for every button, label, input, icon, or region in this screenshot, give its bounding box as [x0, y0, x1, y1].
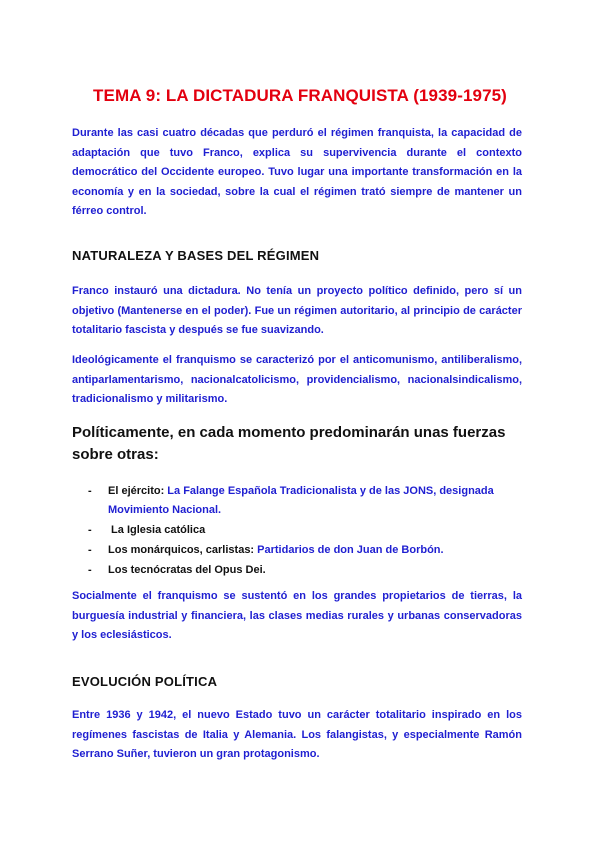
- list-item: [88, 521, 528, 540]
- list-item-value: La Falange Española Tradicionalista y de las JONS, designada Movimiento Nacional.: [108, 485, 494, 516]
- list-item-label: Los tecnócratas del Opus Dei.: [108, 564, 266, 576]
- intro-paragraph: Durante las casi cuatro décadas que perduró el régimen franquista, la capacidad de adaptación que tuvo Franco, explica su supervivencia durante el contexto democrático del Occidente europeo. Tuvo lugar una importante transformación en la economía y en la sociedad, sobre la cual el régimen trató siempre de mantener un férreo control.: [72, 127, 522, 217]
- list-item: [88, 561, 528, 580]
- list-dash: -: [88, 524, 92, 536]
- forces-list: [88, 482, 528, 581]
- section-heading-evolucion: EVOLUCIÓN POLÍTICA: [72, 674, 218, 689]
- paragraph-dictadura: Franco instauró una dictadura. No tenía un proyecto político definido, pero sí un objetivo (Mantenerse en el poder). Fue un régimen autoritario, al principio de carácter totalitario fascista y después se fue suavizando.: [72, 285, 522, 336]
- list-item-label: El ejército:: [108, 485, 168, 497]
- list-item: [88, 482, 528, 520]
- list-item: [88, 541, 528, 560]
- paragraph-socialmente: Socialmente el franquismo se sustentó en los grandes propietarios de tierras, la burguesía industrial y financiera, las clases medias rurales y urbanas conservadoras y los eclesiásticos.: [72, 590, 522, 641]
- list-item-label: Los monárquicos, carlistas:: [108, 544, 258, 556]
- section-heading-naturaleza: NATURALEZA Y BASES DEL RÉGIMEN: [72, 248, 320, 263]
- big-heading-politicamente: Políticamente, en cada momento predominarán unas fuerzas sobre otras:: [72, 424, 506, 463]
- list-dash: -: [88, 564, 92, 576]
- paragraph-evolucion: Entre 1936 y 1942, el nuevo Estado tuvo un carácter totalitario inspirado en los regímenes fascistas de Italia y Alemania. Los falangistas, y especialmente Ramón Serrano Suñer, tuvieron un gran protagonismo.: [72, 709, 522, 760]
- document-title: TEMA 9: LA DICTADURA FRANQUISTA (1939-1975): [93, 86, 507, 105]
- paragraph-ideologia: Ideológicamente el franquismo se caracterizó por el anticomunismo, antiliberalismo, antiparlamentarismo, nacionalcatolicismo, providencialismo, nacionalsindicalismo, tradicionalismo y militarismo.: [72, 354, 522, 405]
- list-dash: -: [88, 485, 92, 497]
- list-item-value: Partidarios de don Juan de Borbón.: [257, 544, 444, 556]
- list-dash: -: [88, 544, 92, 556]
- list-item-label: La Iglesia católica: [108, 524, 206, 536]
